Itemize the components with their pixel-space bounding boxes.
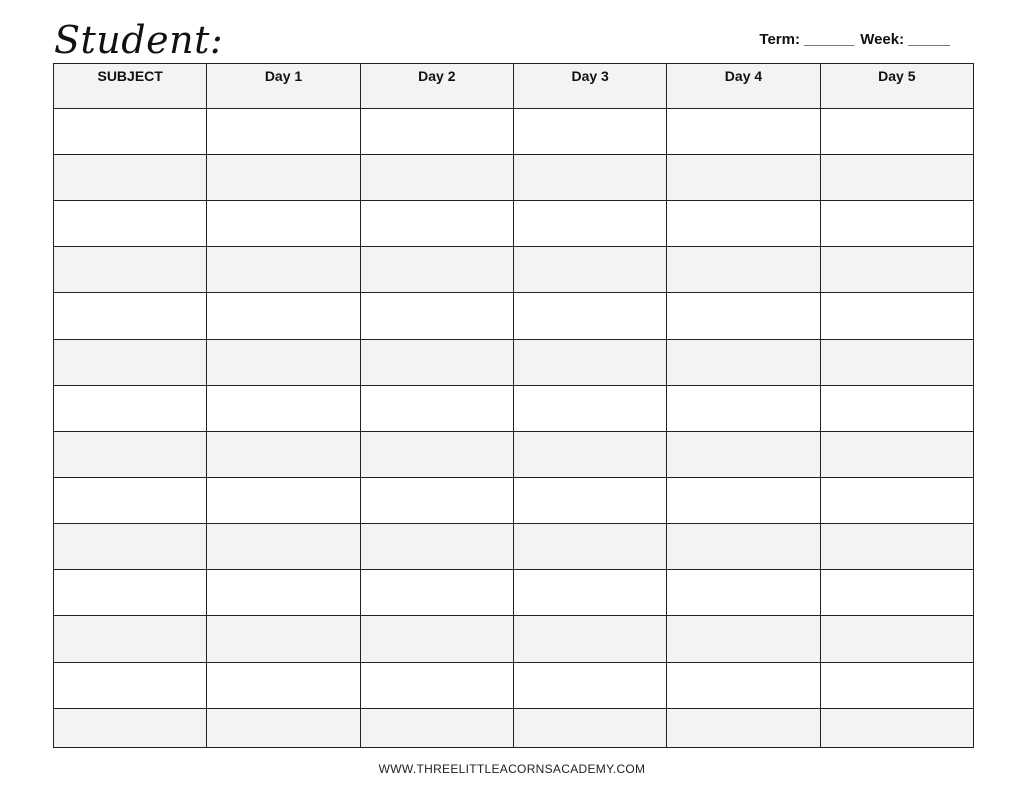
- day-1-cell[interactable]: [207, 616, 360, 663]
- day-4-cell[interactable]: [667, 201, 820, 247]
- day-4-cell[interactable]: [667, 340, 820, 386]
- day-3-cell[interactable]: [513, 386, 666, 432]
- table-row: [54, 201, 974, 247]
- day-5-cell[interactable]: [820, 432, 973, 478]
- term-week-line: [759, 30, 950, 50]
- day-3-cell[interactable]: [513, 340, 666, 386]
- day-4-cell[interactable]: [667, 432, 820, 478]
- subject-cell[interactable]: [54, 340, 207, 386]
- subject-cell[interactable]: [54, 432, 207, 478]
- day-2-cell[interactable]: [360, 201, 513, 247]
- day-5-cell[interactable]: [820, 247, 973, 293]
- subject-cell[interactable]: [54, 709, 207, 748]
- day-4-cell[interactable]: [667, 109, 820, 155]
- day-5-cell[interactable]: [820, 386, 973, 432]
- day-1-cell[interactable]: [207, 340, 360, 386]
- table-row: [54, 293, 974, 340]
- day-3-cell[interactable]: [513, 155, 666, 201]
- table-row: [54, 247, 974, 293]
- subject-cell[interactable]: [54, 201, 207, 247]
- subject-cell[interactable]: [54, 570, 207, 616]
- subject-cell[interactable]: [54, 155, 207, 201]
- column-header-day-4: Day 4: [667, 64, 820, 109]
- table-row: [54, 109, 974, 155]
- day-2-cell[interactable]: [360, 247, 513, 293]
- column-header-subject: SUBJECT: [54, 64, 207, 109]
- day-2-cell[interactable]: [360, 155, 513, 201]
- day-3-cell[interactable]: [513, 478, 666, 524]
- day-1-cell[interactable]: [207, 524, 360, 570]
- table-row: [54, 155, 974, 201]
- column-header-day-1: Day 1: [207, 64, 360, 109]
- day-1-cell[interactable]: [207, 109, 360, 155]
- day-1-cell[interactable]: [207, 570, 360, 616]
- day-2-cell[interactable]: [360, 109, 513, 155]
- planner-body: [54, 109, 974, 748]
- day-5-cell[interactable]: [820, 109, 973, 155]
- day-5-cell[interactable]: [820, 570, 973, 616]
- day-2-cell[interactable]: [360, 524, 513, 570]
- table-row: [54, 478, 974, 524]
- day-1-cell[interactable]: [207, 709, 360, 748]
- table-row: [54, 340, 974, 386]
- day-3-cell[interactable]: [513, 570, 666, 616]
- column-header-day-2: Day 2: [360, 64, 513, 109]
- subject-cell[interactable]: [54, 524, 207, 570]
- day-4-cell[interactable]: [667, 247, 820, 293]
- table-row: [54, 663, 974, 709]
- day-2-cell[interactable]: [360, 478, 513, 524]
- week-field-label: Week: _____: [860, 31, 950, 48]
- day-5-cell[interactable]: [820, 155, 973, 201]
- day-5-cell[interactable]: [820, 663, 973, 709]
- table-row: [54, 709, 974, 748]
- weekly-planner-table: [53, 63, 974, 748]
- day-2-cell[interactable]: [360, 663, 513, 709]
- day-1-cell[interactable]: [207, 663, 360, 709]
- day-1-cell[interactable]: [207, 432, 360, 478]
- day-3-cell[interactable]: [513, 109, 666, 155]
- day-4-cell[interactable]: [667, 570, 820, 616]
- table-row: [54, 386, 974, 432]
- day-1-cell[interactable]: [207, 293, 360, 340]
- day-3-cell[interactable]: [513, 709, 666, 748]
- day-2-cell[interactable]: [360, 709, 513, 748]
- day-1-cell[interactable]: [207, 386, 360, 432]
- day-2-cell[interactable]: [360, 570, 513, 616]
- day-4-cell[interactable]: [667, 616, 820, 663]
- day-5-cell[interactable]: [820, 201, 973, 247]
- day-5-cell[interactable]: [820, 709, 973, 748]
- day-3-cell[interactable]: [513, 616, 666, 663]
- day-2-cell[interactable]: [360, 293, 513, 340]
- day-2-cell[interactable]: [360, 432, 513, 478]
- day-1-cell[interactable]: [207, 247, 360, 293]
- day-3-cell[interactable]: [513, 293, 666, 340]
- day-2-cell[interactable]: [360, 340, 513, 386]
- footer-url: WWW.THREELITTLEACORNSACADEMY.COM: [378, 762, 646, 776]
- table-row: [54, 616, 974, 663]
- term-field-label: Term: ______: [759, 31, 855, 48]
- day-3-cell[interactable]: [513, 201, 666, 247]
- day-3-cell[interactable]: [513, 247, 666, 293]
- table-header-row: [54, 64, 974, 109]
- day-4-cell[interactable]: [667, 663, 820, 709]
- day-1-cell[interactable]: [207, 155, 360, 201]
- subject-cell[interactable]: [54, 663, 207, 709]
- day-4-cell[interactable]: [667, 524, 820, 570]
- day-5-cell[interactable]: [820, 524, 973, 570]
- student-label: Student:: [54, 18, 224, 62]
- day-1-cell[interactable]: [207, 201, 360, 247]
- day-4-cell[interactable]: [667, 709, 820, 748]
- day-1-cell[interactable]: [207, 478, 360, 524]
- day-4-cell[interactable]: [667, 478, 820, 524]
- subject-cell[interactable]: [54, 247, 207, 293]
- day-5-cell[interactable]: [820, 478, 973, 524]
- subject-cell[interactable]: [54, 616, 207, 663]
- day-2-cell[interactable]: [360, 386, 513, 432]
- subject-cell[interactable]: [54, 386, 207, 432]
- day-4-cell[interactable]: [667, 386, 820, 432]
- column-header-day-3: Day 3: [513, 64, 666, 109]
- subject-cell[interactable]: [54, 478, 207, 524]
- day-3-cell[interactable]: [513, 432, 666, 478]
- column-header-day-5: Day 5: [820, 64, 973, 109]
- day-4-cell[interactable]: [667, 155, 820, 201]
- day-5-cell[interactable]: [820, 616, 973, 663]
- day-5-cell[interactable]: [820, 293, 973, 340]
- table-row: [54, 432, 974, 478]
- subject-cell[interactable]: [54, 293, 207, 340]
- day-3-cell[interactable]: [513, 524, 666, 570]
- day-3-cell[interactable]: [513, 663, 666, 709]
- day-4-cell[interactable]: [667, 293, 820, 340]
- day-2-cell[interactable]: [360, 616, 513, 663]
- table-row: [54, 570, 974, 616]
- subject-cell[interactable]: [54, 109, 207, 155]
- day-5-cell[interactable]: [820, 340, 973, 386]
- table-row: [54, 524, 974, 570]
